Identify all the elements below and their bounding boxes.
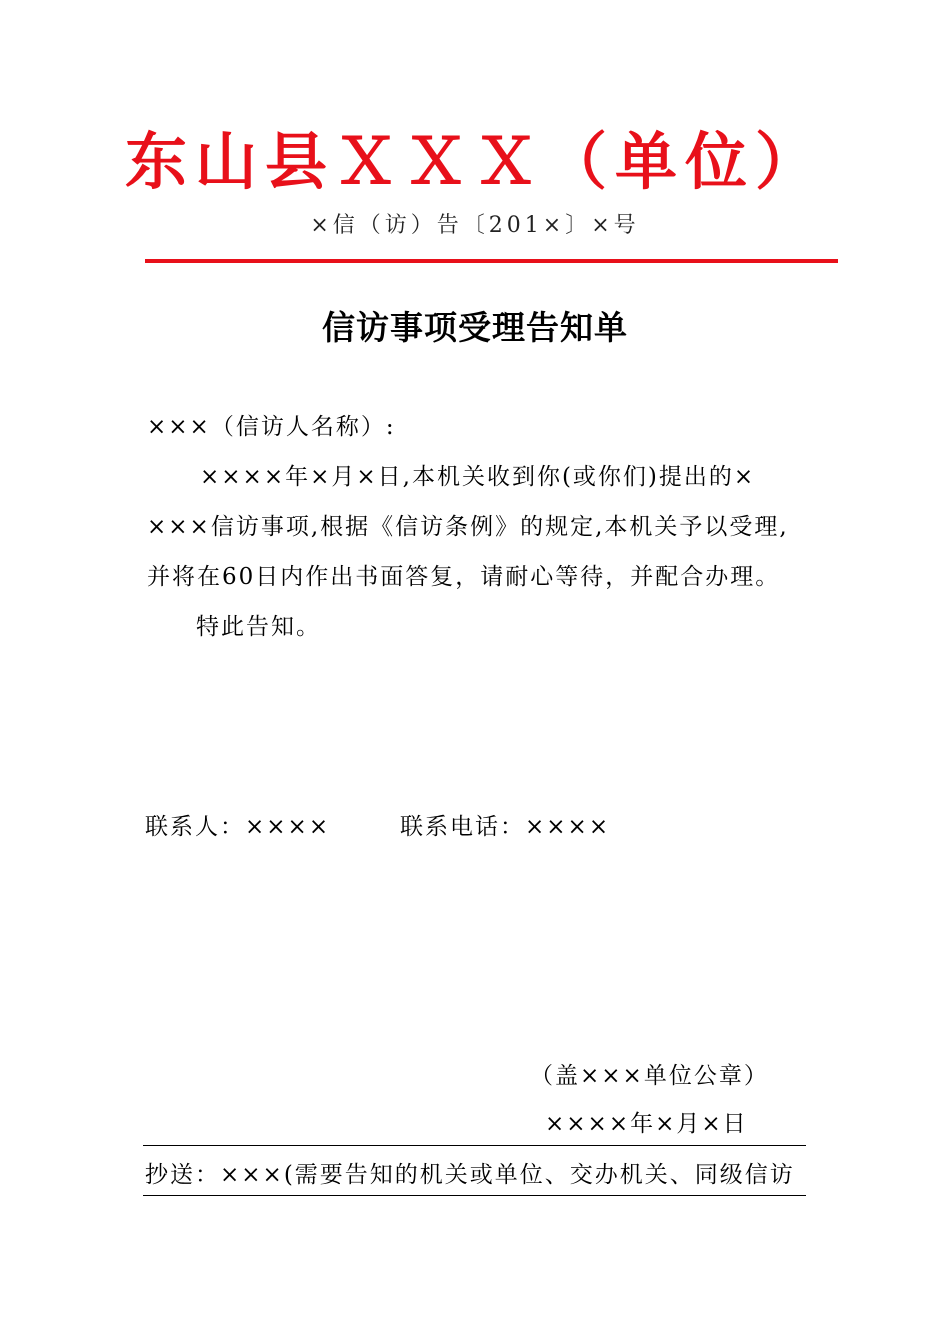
cc-bottom-rule [143, 1195, 806, 1196]
document-title: 信访事项受理告知单 [322, 308, 628, 347]
seal-note: （盖×××单位公章） [530, 1063, 769, 1089]
document-number: ×信（访）告〔201×〕×号 [310, 213, 640, 238]
red-rule [145, 259, 838, 263]
cc-top-rule [143, 1145, 806, 1146]
body-line-3: 并将在60日内作出书面答复，请耐心等待，并配合办理。 [147, 564, 781, 590]
cc-line: 抄送：×××(需要告知的机关或单位、交办机关、同级信访 [145, 1162, 795, 1188]
unit-masthead: 东山县ＸＸＸ（单位） [124, 125, 825, 198]
contact-person: 联系人：×××× [145, 814, 331, 840]
issue-date: ××××年×月×日 [545, 1111, 748, 1137]
contact-phone: 联系电话：×××× [400, 814, 611, 840]
closing-line: 特此告知。 [196, 614, 321, 640]
body-line-2: ×××信访事项,根据《信访条例》的规定,本机关予以受理, [147, 514, 789, 540]
salutation: ×××（信访人名称）: [147, 414, 396, 440]
body-line-1: ××××年×月×日,本机关收到你(或你们)提出的× [200, 464, 756, 490]
